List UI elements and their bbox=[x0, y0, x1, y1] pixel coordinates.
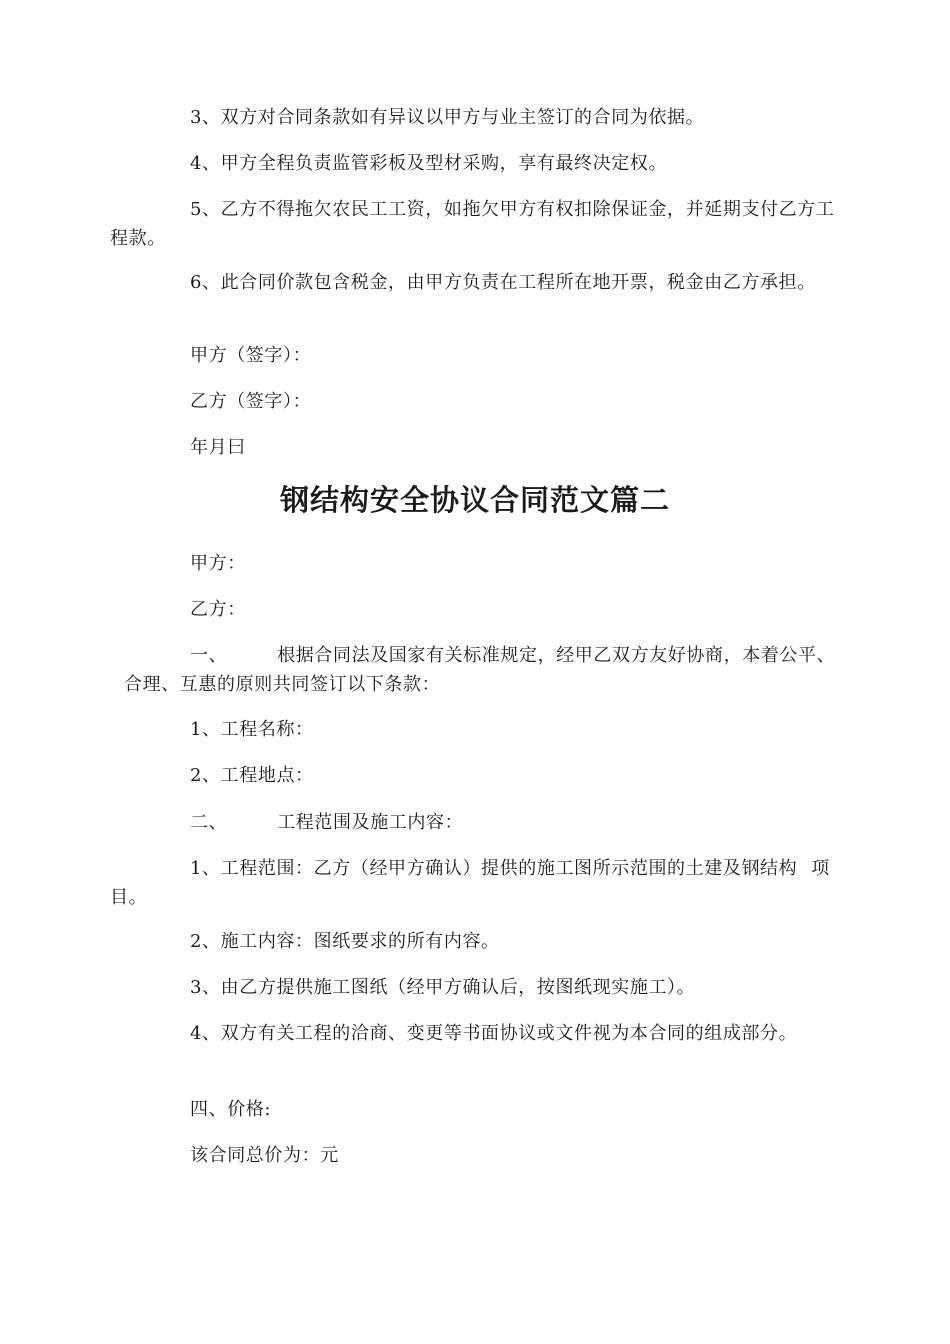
scope-1-text: 1、工程范围：乙方（经甲方确认）提供的施工图所示范围的土建及钢结构 bbox=[190, 858, 798, 879]
scope-1 bbox=[110, 854, 840, 912]
party-a-label: 甲方： bbox=[190, 553, 246, 574]
party-b-label: 乙方： bbox=[190, 599, 246, 620]
party-a-signature: 甲方（签字）： bbox=[190, 345, 312, 366]
article-1 bbox=[110, 641, 840, 699]
article-2-number: 二、 bbox=[190, 812, 228, 833]
party-b-signature: 乙方（签字）： bbox=[190, 391, 312, 412]
scope-3: 3、由乙方提供施工图纸（经甲方确认后，按图纸现实施工）。 bbox=[190, 977, 696, 998]
item-project-name: 1、工程名称： bbox=[190, 719, 314, 740]
clause-3: 3、双方对合同条款如有异议以甲方与业主签订的合同为依据。 bbox=[190, 107, 705, 128]
scope-2: 2、施工内容：图纸要求的所有内容。 bbox=[190, 931, 500, 952]
section-title: 钢结构安全协议合同范文篇二 bbox=[279, 483, 670, 517]
clause-5: 5、乙方不得拖欠农民工工资，如拖欠甲方有权扣除保证金，并延期支付乙方工程款。 bbox=[110, 199, 835, 249]
scope-4: 4、双方有关工程的洽商、变更等书面协议或文件视为本合同的组成部分。 bbox=[190, 1023, 798, 1044]
item-project-location: 2、工程地点： bbox=[190, 765, 314, 786]
date-line: 年月曰 bbox=[190, 437, 246, 458]
article-1-text: 根据合同法及国家有关标准规定，经甲乙双方友好协商，本着公平、 bbox=[277, 645, 836, 666]
clause-6: 6、此合同价款包含税金，由甲方负责在工程所在地开票，税金由乙方承担。 bbox=[190, 272, 816, 293]
total-price: 该合同总价为：元 bbox=[190, 1145, 339, 1166]
clause-4: 4、甲方全程负责监管彩板及型材采购，享有最终决定权。 bbox=[190, 153, 668, 174]
article-4-price: 四、价格: bbox=[190, 1099, 272, 1120]
article-2-text: 工程范围及施工内容： bbox=[277, 812, 464, 833]
article-1-number: 一、 bbox=[190, 645, 228, 666]
scope-1-text-continued: 项目。 bbox=[110, 858, 830, 908]
article-2 bbox=[110, 808, 840, 837]
article-1-text-continued: 合理、互惠的原则共同签订以下条款： bbox=[124, 674, 441, 695]
